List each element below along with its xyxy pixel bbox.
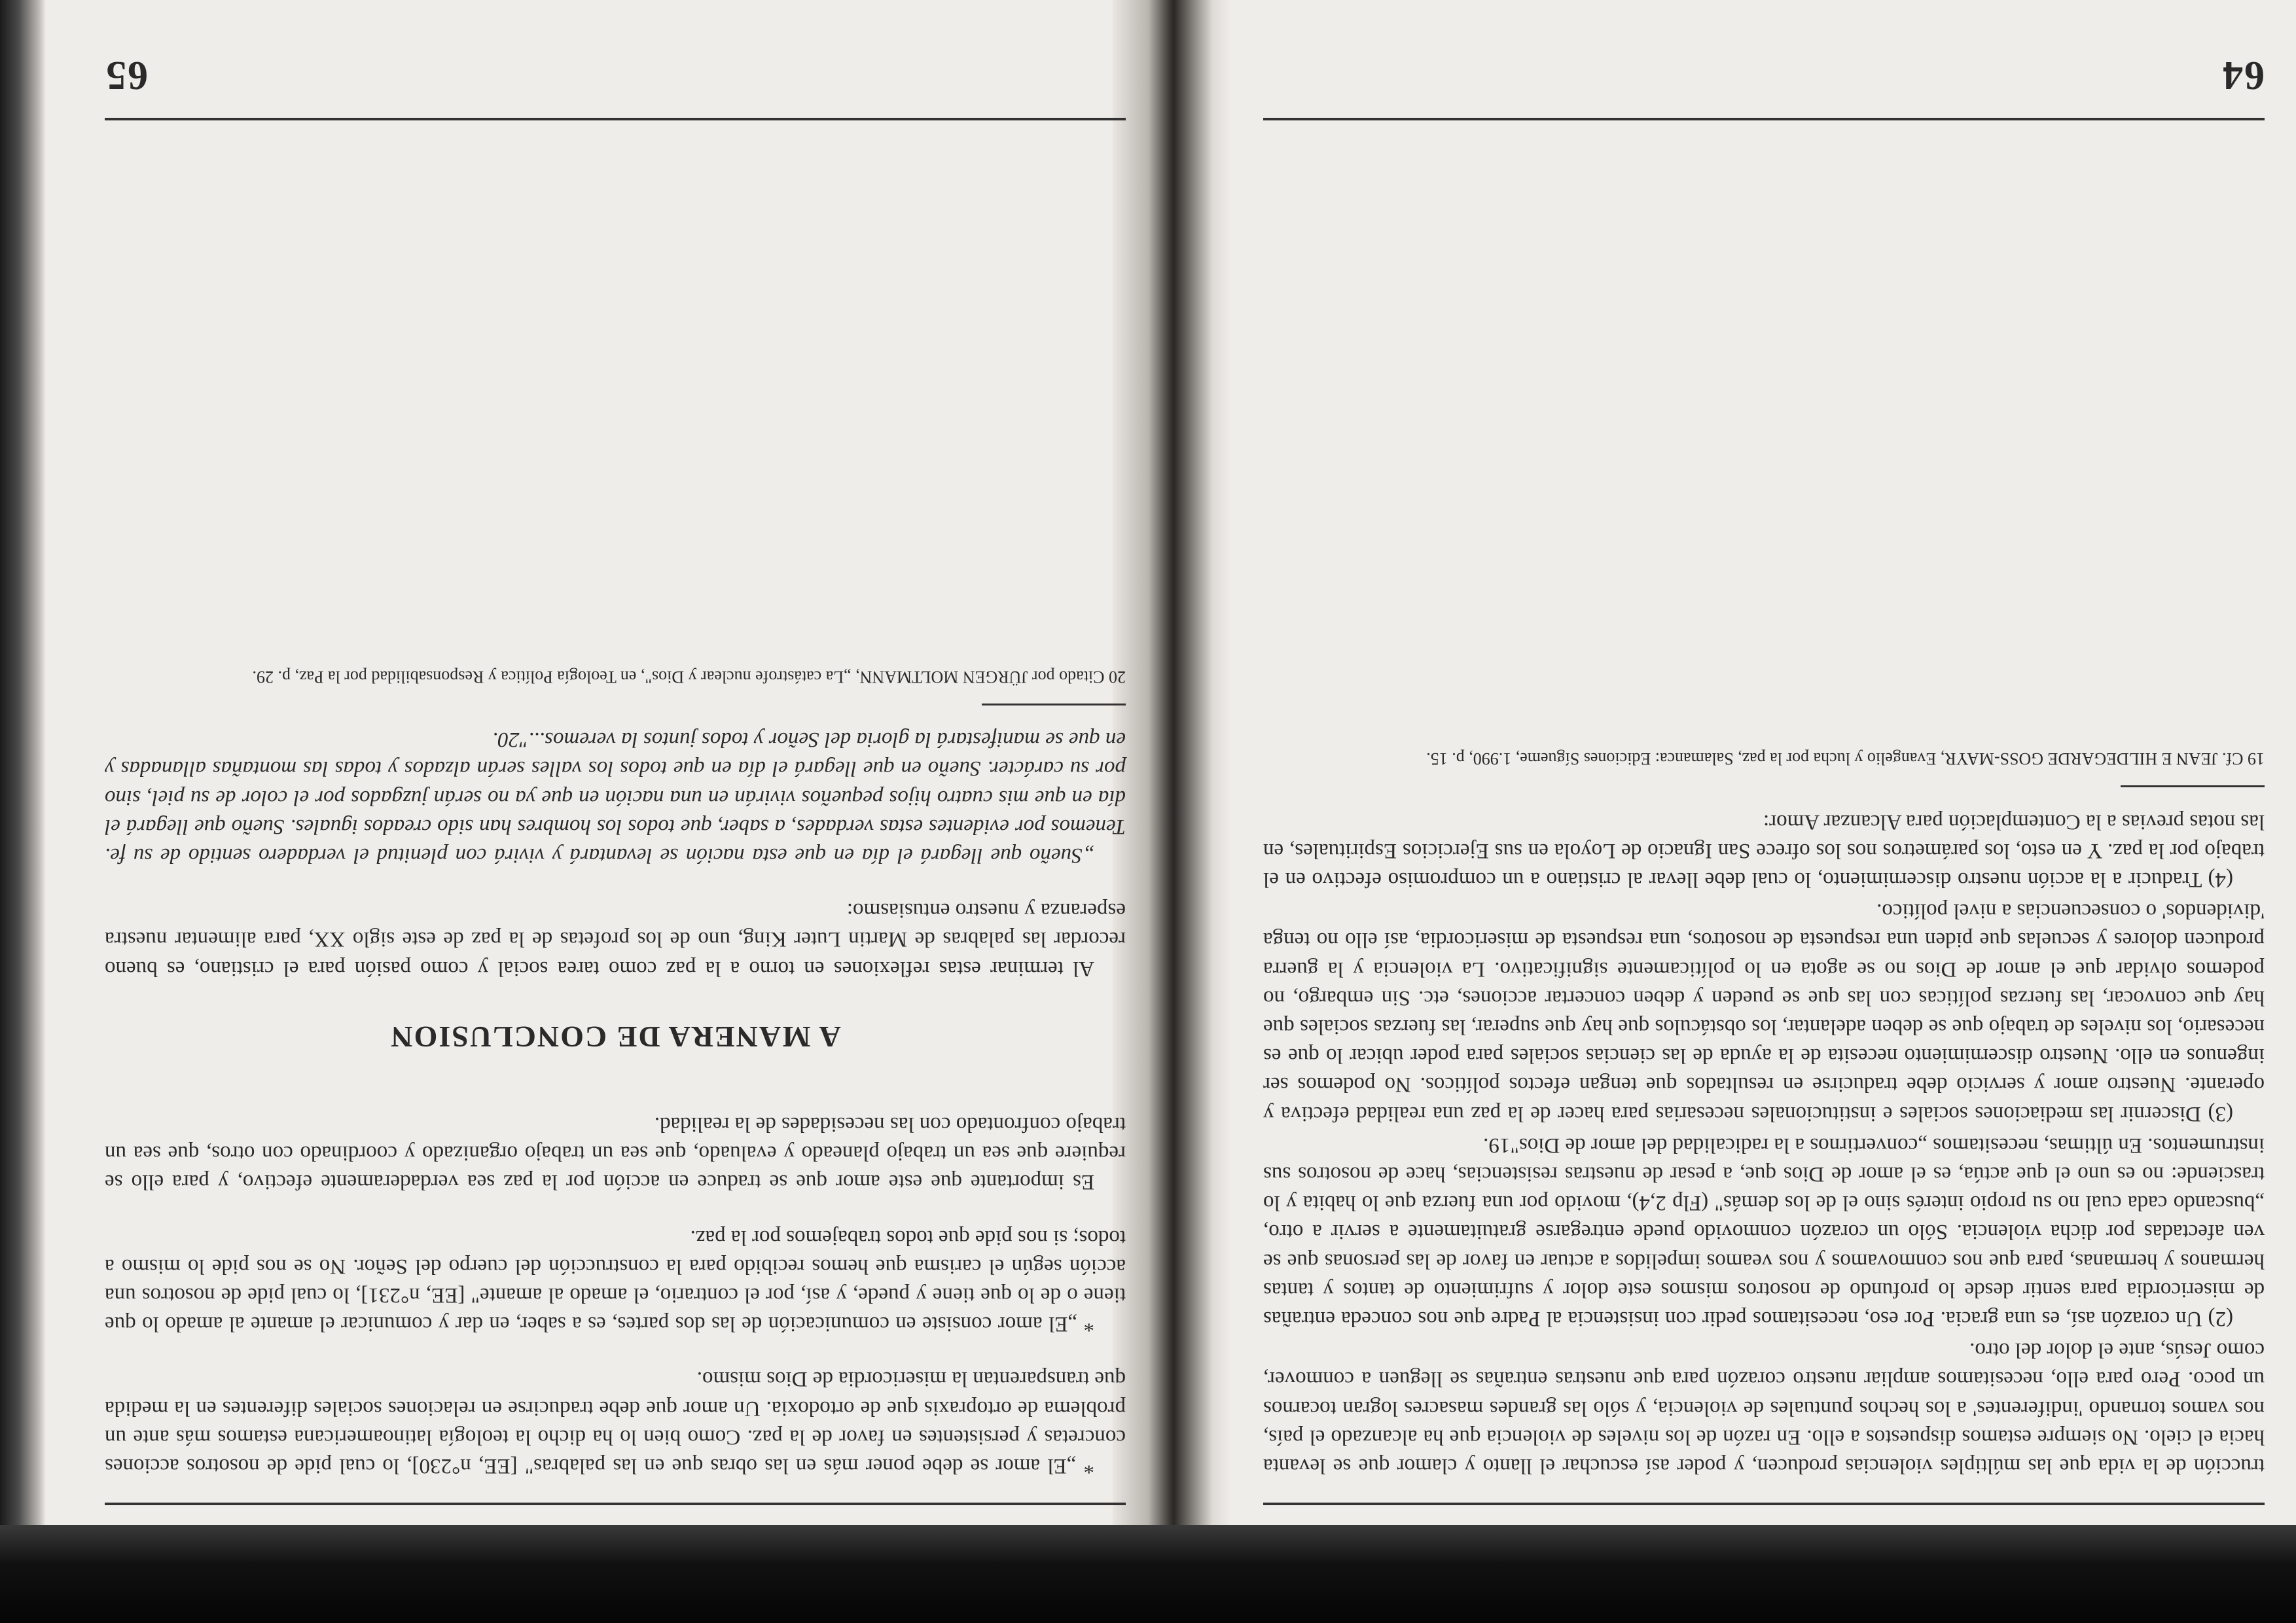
page-number: 65	[105, 53, 148, 98]
page-65	[105, 33, 1126, 1505]
dream-quote: „Sueño que llegará el día en que esta nación se levantará y vivirá con plenitud el verdadero sentido de su fe. Tenemos por evidentes estas verdades, a saber, que todos los hombres han sido creados iguales. Sueño que llegará el día en que mis cuatro hijos pequeños vivirán en una nación en que ya no serán juzgados por el color de su piel, sino por su carácter. Sueño en que llegará el día en que todos los valles serán alzados y todas las montañas allanadas y en que se manifestará la gloria del Señor y todos juntos la veremos..."20.	[105, 728, 1126, 867]
page-64	[1263, 33, 2265, 1505]
footnotes	[1263, 747, 2265, 770]
folio-row	[1263, 33, 2265, 118]
book-edge-shadow	[0, 0, 46, 1544]
page-number: 64	[2221, 53, 2265, 98]
bottom-rule	[1263, 118, 2265, 120]
top-rule	[105, 1503, 1126, 1505]
footnotes	[105, 666, 1126, 688]
paragraph-4: (4) Traducir a la acción nuestro discernimiento, lo cual debe llevar al cristiano a un compromiso efectivo en el trabajo por la paz. Y en esto, los parámetros nos los ofrece San Ignacio de Loyola en sus Ejercicios Espirituales, en las notas previas a la Contemplación para Alcanzar Amor:	[1263, 810, 2265, 891]
section-heading: A MANERA DE CONCLUSION	[389, 1020, 841, 1054]
page-65-body	[105, 725, 1126, 1480]
footnote-rule	[982, 704, 1126, 705]
paragraph-3: (3) Discernir las mediaciones sociales e institucionales necesarias para hacer de la paz una realidad efectiva y operante. Nuestro amor y servicio debe traducirse en resultados que tengan efectos políticos. No podemos ser ingenuos en ello. Nuestro discernimiento necesita de la ayuda de las ciencias sociales para poder ubicar lo que es necesario, los niveles de trabajo que se deben adelantar, los obstáculos que hay que superar, las fuerzas sociales que hay que convocar, las fuerzas políticas con las que se pueden y deben concertar acciones, etc. Sin embargo, no podemos olvidar que el amor de Dios no se agota en lo políticamente significativo. La violencia y la guerra producen dolores y secuelas que piden una respuesta de nosotros, una respuesta de misericordia, así ello no tenga 'dividendos' o consecuencias a nivel político.	[1263, 899, 2265, 1126]
footnote-19: 19 Cf. JEAN E HILDEGARDE GOSS-MAYR, Evangelio y lucha por la paz, Salamanca: Ediciones Sígueme, 1.990, p. 15.	[1426, 749, 2265, 769]
quote-230: * „El amor se debe poner más en las obras que en las palabras" [EE, n°230], lo cual pide de nosotros acciones concretas y persistentes en favor de la paz. Como bien lo ha dicho la teología latinoamericana estamos más ante un problema de ortopraxis que de ortodoxia. Un amor que debe traducirse en relaciones sociales diferentes en la medida que transparentan la misericordia de Dios mismo.	[105, 1367, 1126, 1478]
bottom-rule	[105, 118, 1126, 120]
page-64-body	[1263, 807, 2265, 1480]
paragraph-intro: trucción de la vida que las múltiples violencias producen, y poder así escuchar el llanto y clamor que se levanta hacia el cielo. No siempre estamos dispuestos a ello. En razón de los niveles de violencia que ha alcanzado el país, nos vamos tornando 'indiferentes' a los hechos puntuales de violencia, y sólo las grandes masacres logran tocarnos un poco. Pero para ello, necesitamos ampliar nuestro corazón para que nuestras entrañas se lleguen a conmover, como Jesús, ante el dolor del otro.	[1263, 1338, 2265, 1478]
paragraph-2: (2) Un corazón así, es una gracia. Por eso, necesitamos pedir con insistencia al Padre que nos conceda entrañas de misericordia para sentir desde lo profundo de nosotros mismos este dolor y sufrimiento de tantos y tantas hermanos y hermanas, para que nos conmovamos y nos veamos impelidos a actuar en favor de las personas que se ven afectadas por dicha violencia. Sólo un corazón conmovido puede entregarse gratuitamente a servir a otro, „buscando cada cual no su propio interés sino el de los demás" (Flp 2,4), movido por una fuerza que lo habita y lo trasciende: no es uno el que actúa, es el amor de Dios que, a pesar de nuestras resistencias, hace de nosotros sus instrumentos. En últimas, necesitamos „convertirnos a la radicalidad del amor de Dios"19.	[1263, 1133, 2265, 1330]
book-gutter	[1113, 0, 1230, 1544]
top-rule	[1263, 1503, 2265, 1505]
footnote-rule	[2121, 785, 2265, 787]
folio-row	[105, 33, 1126, 118]
footnote-20: 20 Citado por JÜRGEN MOLTMANN, „La catástrofe nuclear y Dios", en Teología Política y Responsabilidad por la Paz, p. 29.	[252, 667, 1126, 687]
paragraph-conclusion: Al terminar estas reflexiones en torno a la paz como tarea social y como pasión para el cristiano, es bueno recordar las palabras de Martin Luter King, uno de los profetas de la paz de este siglo XX, para alimentar nuestra esperanza y nuestro entusiasmo:	[105, 899, 1126, 980]
paragraph-important: Es importante que este amor que se traduce en acción por la paz sea verdaderamente efectivo, y para ello se requiere que sea un trabajo planeado y evaluado, que sea un trabajo organizado y coordinado con otros, que sea un trabajo confrontado con las necesidades de la realidad.	[105, 1112, 1126, 1194]
quote-231: * „El amor consiste en comunicación de las dos partes, es a saber, en dar y comunicar el amante al amado lo que tiene o de lo que tiene y puede, y así, por el contrario, el amado al amante" [EE, n°231], lo cual pide de nosotros una acción según el carisma que hemos recibido para la construcción del cuerpo del Señor. No se nos pide lo mismo a todos; si nos pide que todos trabajemos por la paz.	[105, 1225, 1126, 1336]
bottom-shadow	[0, 1525, 2296, 1623]
